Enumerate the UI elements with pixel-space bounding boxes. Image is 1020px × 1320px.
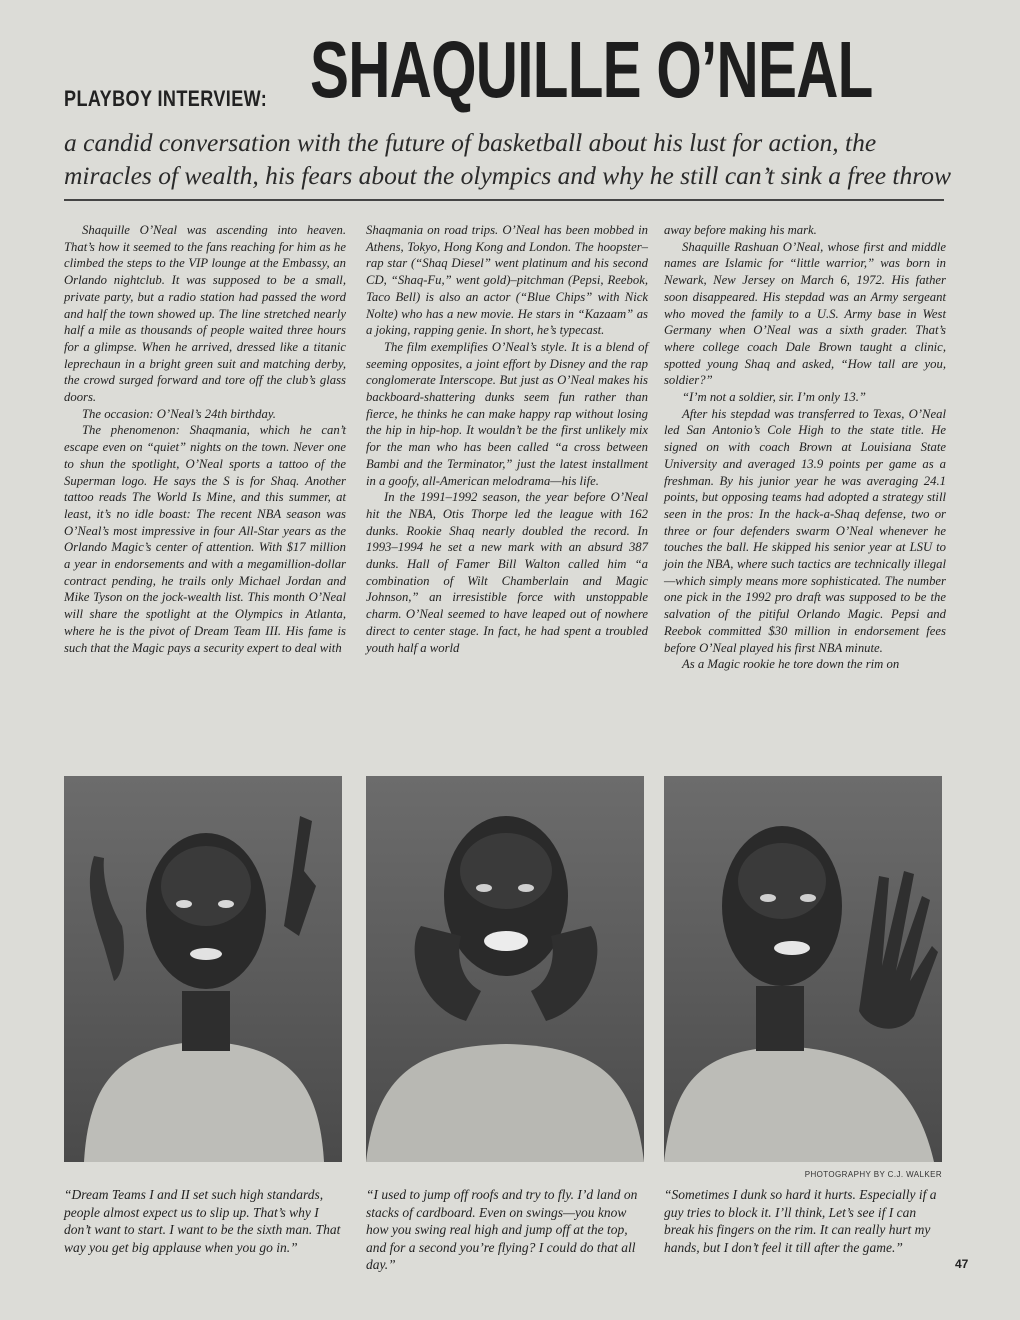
paragraph: The phenomenon: Shaqmania, which he can’t escape even on “quiet” nights on the town. Never one to shun the spotlight, O’Neal sports a tattoo of the Superman logo. He says the S is for Shaq. Another tattoo reads The World Is Mine, and this summer, at least, it’s no idle boast: The recent NBA season was O’Neal’s most impressive in four All-Star years as the Orlando Magic’s center of attention. With $17 million a year in endorsements and with a megamillion-dollar contract pending, he trails only Michael Jordan and Mike Tyson on the jock-wealth list. This month O’Neal will share the spotlight at the Olympics in Atlanta, where he is the pivot of Dream Team III. His fame is such that the Magic pays a security expert to deal with — [64, 423, 346, 655]
paragraph: “I’m not a soldier, sir. I’m only 13.” — [682, 390, 866, 405]
photo-credit: PHOTOGRAPHY BY C.J. WALKER — [804, 1170, 942, 1179]
paragraph: The film exemplifies O’Neal’s style. It is a blend of seeming opposites, a joint effort by Disney and the rap conglomerate Interscope. But just as O’Neal makes his backboard-shattering dunks seem fun rather than fierce, he thinks he can make happy rap without losing the hip in hip-hop. It wouldn’t be the first unlikely mix for the man who has been called “a cross between Bambi and the Terminator,” just the latest installment in a goofy, all-American melodrama—his life. — [366, 339, 648, 488]
header — [64, 25, 954, 114]
paragraph: Shaquille O’Neal was ascending into heaven. That’s how it seemed to the fans reaching for him as he climbed the steps to the VIP lounge at the Embassy, an Orlando nightclub. It was supposed to be a small, private party, but a radio station had passed the word and half the town showed up. The line stretched nearly half a mile as thousands of people waited three hours for a glimpse. When he arrived, dressed like a titanic leprechaun in a bright green suit and matching derby, the crowd surged forward and tore off the club’s glass doors. — [64, 223, 346, 405]
portrait-illustration-3 — [664, 776, 942, 1162]
photo-caption-3: “Sometimes I dunk so hard it hurts. Especially if a guy tries to block it. I’ll think, Let’s see if I can break his fingers on the rim. It can really hurt my hands, but I don’t feel it till after the game.” — [664, 1187, 937, 1255]
paragraph: away before making his mark. — [664, 223, 817, 237]
photo-caption-2: “I used to jump off roofs and try to fly. I’d land on stacks of cardboard. Even on swings—you know how you swing real high and jump off at the top, and for a second you’re flying? I could do that all day.” — [366, 1187, 638, 1272]
portrait-photo-2 — [366, 776, 644, 1162]
paragraph: Shaqmania on road trips. O’Neal has been mobbed in Athens, Tokyo, Hong Kong and London. The hoopster–rap star (“Shaq Diesel” went platinum and his second CD, “Shaq-Fu,” went gold)–pitchman (Pepsi, Reebok, Taco Bell) is also an actor (“Blue Chips” with Nick Nolte) who has a new movie. He stars in “Kazaam” as a joking, rapping genie. In short, he’s typecast. — [366, 223, 648, 338]
paragraph: Shaquille Rashuan O’Neal, whose first and middle names are Islamic for “little warrior,” was born in Newark, New Jersey on March 6, 1972. His father soon disappeared. His stepdad was an Army sergeant who moved the family to a U.S. Army base in West Germany when O’Neal was a sixth grader. That’s where college coach Dale Brown taught a clinic, spotted young Shaq and asked, “How tall are you, soldier?” — [664, 239, 946, 388]
portrait-photo-1 — [64, 776, 342, 1162]
page-title: SHAQUILLE O’NEAL — [310, 25, 873, 114]
page-number: 47 — [955, 1257, 969, 1271]
portrait-illustration-2 — [366, 776, 644, 1162]
photo-caption-1: “Dream Teams I and II set such high standards, people almost expect us to slip up. That’s why I don’t want to start. I want to be the sixth man. That way you get big applause when you go in.” — [64, 1187, 341, 1255]
paragraph: The occasion: O’Neal’s 24th birthday. — [82, 406, 276, 421]
paragraph: After his stepdad was transferred to Texas, O’Neal led San Antonio’s Cole High to the state title. He signed on with coach Brown at Louisiana State University and averaged 13.9 points per game as a freshman. By his junior year he was averaging 24.1 points, but opposing teams had adopted a strategy still seen in the pros: In the hack-a-Shaq defense, two or three or four defenders swarm O’Neal whenever he touches the ball. He skipped his senior year at LSU to join the NBA, where such tactics are technically illegal—which simply means more sophisticated. The number one pick in the 1992 pro draft was supposed to be the salvation of the pitiful Orlando Magic. Pepsi and Reebok committed $30 million in endorsement fees before O’Neal played his first NBA minute. — [664, 406, 946, 655]
header-rule — [64, 199, 944, 201]
deck-subtitle: a candid conversation with the future of basketball about his lust for action, the miracles of wealth, his fears about the olympics and why he still can’t sink a free throw — [64, 128, 951, 190]
paragraph: As a Magic rookie he tore down the rim on — [682, 657, 900, 672]
portrait-photo-3 — [664, 776, 942, 1162]
section-kicker: PLAYBOY INTERVIEW: — [64, 86, 268, 111]
text-column-1 — [64, 222, 346, 656]
portrait-illustration-1 — [64, 776, 342, 1162]
text-column-3 — [664, 222, 946, 673]
text-column-2 — [366, 222, 648, 656]
paragraph: In the 1991–1992 season, the year before O’Neal hit the NBA, Otis Thorpe led the league with 162 dunks. Rookie Shaq nearly doubled the record. In 1993–1994 he set a new mark with an absurd 387 dunks. Hall of Famer Bill Walton called him “a combination of Wilt Chamberlain and Magic Johnson,” an irresistible force with unstoppable charm. O’Neal seemed to have leaped out of nowhere direct to center stage. In fact, he had spent a troubled youth half a world — [366, 490, 648, 655]
